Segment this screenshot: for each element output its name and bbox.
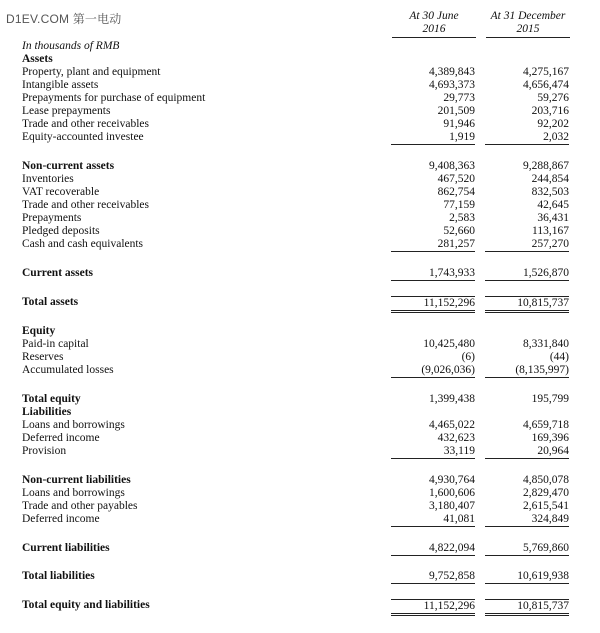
value-2015: 4,656,474 bbox=[523, 79, 569, 91]
value-2016: 281,257 bbox=[391, 238, 475, 252]
value-2015: 8,331,840 bbox=[523, 338, 569, 350]
table-row bbox=[22, 212, 577, 225]
table-row bbox=[22, 79, 577, 92]
value-2016: 11,152,296 bbox=[391, 296, 475, 313]
value-2016: 33,119 bbox=[391, 445, 475, 459]
value-2015: 36,431 bbox=[537, 212, 569, 224]
value-2016: 4,389,843 bbox=[429, 66, 475, 78]
value-2015: (44) bbox=[549, 351, 569, 363]
row-label: Current assets bbox=[22, 267, 94, 279]
value-2016: 4,930,764 bbox=[429, 474, 475, 486]
watermark: D1EV.COM 第一电动 bbox=[6, 12, 122, 26]
total-row bbox=[22, 599, 577, 612]
value-2015: 2,032 bbox=[485, 131, 569, 145]
subtotal-row bbox=[22, 160, 577, 173]
section-heading bbox=[22, 325, 577, 338]
value-2016: 10,425,480 bbox=[423, 338, 475, 350]
section-heading bbox=[22, 53, 577, 66]
row-label: Reserves bbox=[22, 351, 64, 363]
subtotal-row bbox=[22, 474, 577, 487]
row-label: Loans and borrowings bbox=[22, 419, 125, 431]
row-label: Assets bbox=[22, 53, 53, 65]
value-2015: 10,815,737 bbox=[485, 296, 569, 313]
value-2015: 59,276 bbox=[537, 92, 569, 104]
value-2015: 10,619,938 bbox=[485, 570, 569, 584]
table-row bbox=[22, 500, 577, 513]
value-2016: 4,465,022 bbox=[429, 419, 475, 431]
value-2016: 1,600,606 bbox=[429, 487, 475, 499]
row-label: Lease prepayments bbox=[22, 105, 111, 117]
row-label: Total equity bbox=[22, 393, 81, 405]
value-2015: 4,850,078 bbox=[523, 474, 569, 486]
row-label: Prepayments for purchase of equipment bbox=[22, 92, 206, 104]
row-label: Deferred income bbox=[22, 513, 100, 525]
value-2016: 91,946 bbox=[443, 118, 475, 130]
table-row bbox=[22, 173, 577, 186]
table-row bbox=[22, 131, 577, 144]
row-label: Current liabilities bbox=[22, 542, 110, 554]
column-header-2015-line1: At 31 December bbox=[490, 10, 566, 22]
table-row bbox=[22, 238, 577, 251]
row-label: Prepayments bbox=[22, 212, 82, 224]
value-2015: 1,526,870 bbox=[485, 267, 569, 281]
value-2015: 4,275,167 bbox=[523, 66, 569, 78]
table-row bbox=[22, 118, 577, 131]
table-row bbox=[22, 487, 577, 500]
value-2016: 4,693,373 bbox=[429, 79, 475, 91]
row-label: Total liabilities bbox=[22, 570, 95, 582]
value-2016: 3,180,407 bbox=[429, 500, 475, 512]
value-2016: 2,583 bbox=[449, 212, 475, 224]
unit-note: In thousands of RMB bbox=[22, 40, 120, 52]
row-label: VAT recoverable bbox=[22, 186, 100, 198]
value-2016: 432,623 bbox=[437, 432, 475, 444]
value-2016: (9,026,036) bbox=[391, 364, 475, 378]
row-label: Trade and other receivables bbox=[22, 118, 149, 130]
row-label: Property, plant and equipment bbox=[22, 66, 161, 78]
value-2015: 92,202 bbox=[537, 118, 569, 130]
value-2016: 1,743,933 bbox=[391, 267, 475, 281]
row-label: Total equity and liabilities bbox=[22, 599, 150, 611]
table-row bbox=[22, 199, 577, 212]
row-label: Non-current liabilities bbox=[22, 474, 131, 486]
value-2015: 257,270 bbox=[485, 238, 569, 252]
row-label: Provision bbox=[22, 445, 67, 457]
subtotal-row bbox=[22, 542, 577, 555]
value-2016: 52,660 bbox=[443, 225, 475, 237]
row-label: Cash and cash equivalents bbox=[22, 238, 144, 250]
subtotal-row bbox=[22, 267, 577, 280]
row-label: Liabilities bbox=[22, 406, 72, 418]
table-row bbox=[22, 225, 577, 238]
row-label: Total assets bbox=[22, 296, 79, 308]
value-2015: 5,769,860 bbox=[485, 542, 569, 556]
value-2016: 77,159 bbox=[443, 199, 475, 211]
value-2015: 203,716 bbox=[531, 105, 569, 117]
row-label: Pledged deposits bbox=[22, 225, 100, 237]
value-2015: 9,288,867 bbox=[523, 160, 569, 172]
value-2016: 9,752,858 bbox=[391, 570, 475, 584]
table-row bbox=[22, 66, 577, 79]
value-2015: (8,135,997) bbox=[485, 364, 569, 378]
value-2016: 467,520 bbox=[437, 173, 475, 185]
value-2015: 2,615,541 bbox=[523, 500, 569, 512]
value-2016: 29,773 bbox=[443, 92, 475, 104]
value-2016: 11,152,296 bbox=[391, 599, 475, 616]
total-row bbox=[22, 296, 577, 309]
value-2015: 10,815,737 bbox=[485, 599, 569, 616]
row-label: Trade and other receivables bbox=[22, 199, 149, 211]
row-label: Non-current assets bbox=[22, 160, 115, 172]
total-row bbox=[22, 570, 577, 583]
table-row bbox=[22, 445, 577, 458]
value-2016: 862,754 bbox=[437, 186, 475, 198]
row-label: Paid-in capital bbox=[22, 338, 89, 350]
value-2016: (6) bbox=[461, 351, 475, 363]
column-header-2016 bbox=[392, 10, 476, 38]
table-row bbox=[22, 186, 577, 199]
section-heading bbox=[22, 406, 577, 419]
value-2015: 195,799 bbox=[531, 393, 569, 405]
table-row bbox=[22, 105, 577, 118]
column-header-2016-line1: At 30 June bbox=[409, 10, 459, 22]
table-row bbox=[22, 351, 577, 364]
header-underline bbox=[486, 37, 570, 38]
value-2015: 42,645 bbox=[537, 199, 569, 211]
row-label: Intangible assets bbox=[22, 79, 99, 91]
column-header-2016-line2: 2016 bbox=[422, 23, 446, 35]
unit-note-row bbox=[22, 40, 577, 53]
row-label: Loans and borrowings bbox=[22, 487, 125, 499]
row-label: Trade and other payables bbox=[22, 500, 138, 512]
value-2015: 324,849 bbox=[485, 513, 569, 527]
value-2015: 832,503 bbox=[531, 186, 569, 198]
row-label: Deferred income bbox=[22, 432, 100, 444]
table-row bbox=[22, 513, 577, 526]
column-header-2015 bbox=[486, 10, 570, 38]
row-label: Equity bbox=[22, 325, 56, 337]
value-2015: 4,659,718 bbox=[523, 419, 569, 431]
subtotal-row bbox=[22, 393, 577, 406]
row-label: Equity-accounted investee bbox=[22, 131, 144, 143]
value-2015: 20,964 bbox=[485, 445, 569, 459]
row-label: Accumulated losses bbox=[22, 364, 114, 376]
value-2016: 1,399,438 bbox=[429, 393, 475, 405]
value-2015: 244,854 bbox=[531, 173, 569, 185]
value-2015: 2,829,470 bbox=[523, 487, 569, 499]
table-row bbox=[22, 432, 577, 445]
header-underline bbox=[392, 37, 476, 38]
value-2016: 1,919 bbox=[391, 131, 475, 145]
row-label: Inventories bbox=[22, 173, 74, 185]
value-2016: 41,081 bbox=[391, 513, 475, 527]
value-2015: 169,396 bbox=[531, 432, 569, 444]
value-2016: 201,509 bbox=[437, 105, 475, 117]
value-2015: 113,167 bbox=[532, 225, 569, 237]
table-row bbox=[22, 364, 577, 377]
table-row bbox=[22, 338, 577, 351]
table-row bbox=[22, 419, 577, 432]
value-2016: 9,408,363 bbox=[429, 160, 475, 172]
table-row bbox=[22, 92, 577, 105]
column-header-2015-line2: 2015 bbox=[516, 23, 540, 35]
value-2016: 4,822,094 bbox=[391, 542, 475, 556]
